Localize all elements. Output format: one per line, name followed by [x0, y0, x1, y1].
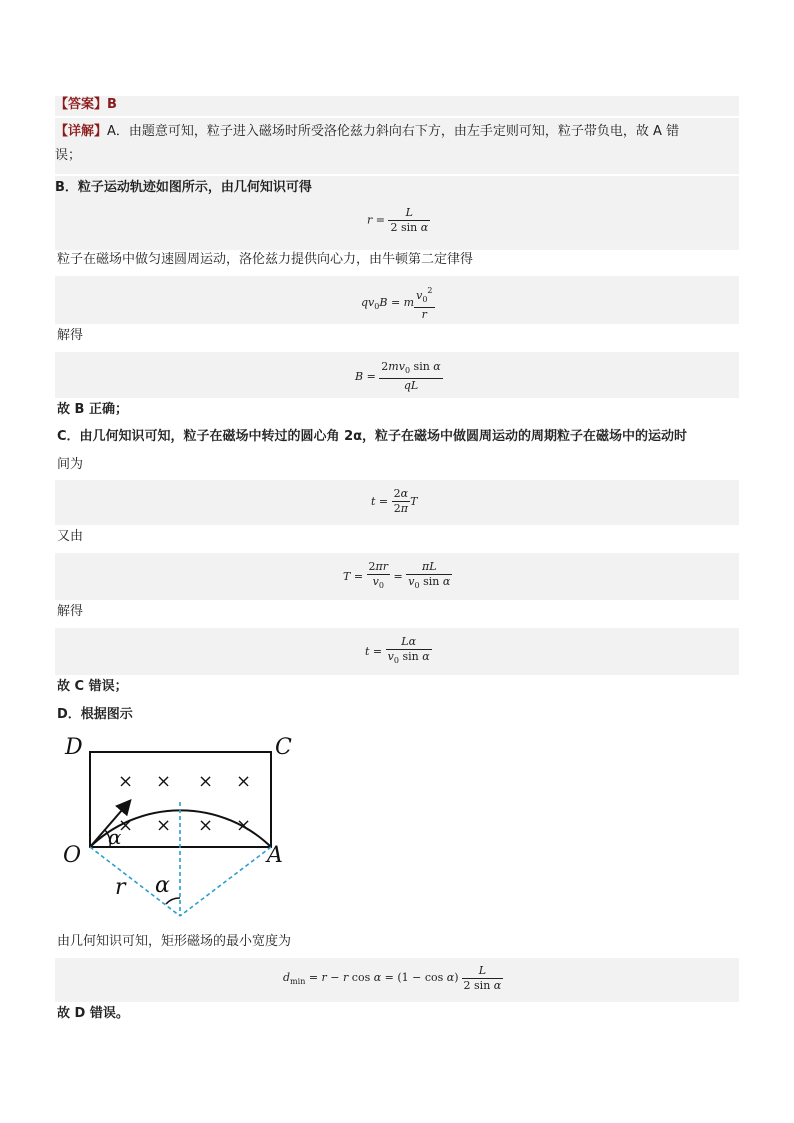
- field-cross: ×: [156, 771, 172, 792]
- eq-b: B = $\frac{2mv_0 \sin \alpha}{qL}$: [355, 360, 441, 392]
- eq-r: r = $\frac{L}{\text{2 sin α}}$: [367, 206, 429, 234]
- d-text2: 由几何知识可知，矩形磁场的最小宽度为: [57, 934, 292, 949]
- eq-t2-block: [55, 628, 739, 675]
- eq-lorentz: $qv_0B = m$ $\frac{v_0^2}{r}$: [361, 286, 433, 321]
- c-line2: 间为: [57, 457, 84, 472]
- b-text3: 解得: [57, 328, 84, 343]
- eq-T: T = $\frac{2\pi r}{v_0}$ = $\frac{\pi L}{v_0 \sin \alpha}$: [343, 560, 451, 590]
- answer-label: 【答案】: [55, 97, 108, 112]
- eq-t1-block: [55, 480, 739, 525]
- b-conclusion: 故 B 正确；: [57, 402, 128, 417]
- eq-t1: t = $\frac{2\alpha}{2\pi}$ T: [371, 487, 418, 515]
- angle-arc-center: [166, 898, 180, 904]
- label-c: C: [275, 735, 292, 760]
- detail-a-line1-cont: 误；: [55, 148, 82, 163]
- label-r: r: [115, 875, 126, 900]
- c-conclusion: 故 C 错误；: [57, 679, 128, 694]
- d-intro: D．根据图示: [57, 707, 133, 722]
- field-cross: ×: [198, 771, 214, 792]
- label-o: O: [63, 843, 82, 868]
- b-text2: 粒子在磁场中做匀速圆周运动，洛伦兹力提供向心力，由牛顿第二定律得: [57, 252, 474, 267]
- field-cross: ×: [236, 815, 252, 836]
- field-cross: ×: [118, 771, 134, 792]
- trajectory-diagram: [55, 728, 315, 928]
- eq-lorentz-block: [55, 276, 739, 324]
- eq-t2: t = $\frac{L\alpha}{v_0 \sin \alpha}$: [365, 635, 430, 665]
- field-cross: ×: [198, 815, 214, 836]
- answer-value: B: [107, 97, 117, 112]
- d-conclusion: 故 D 错误。: [57, 1006, 129, 1021]
- detail-label: 【详解】: [55, 124, 108, 139]
- eq-dmin-block: [55, 958, 739, 1002]
- c-text2: 又由: [57, 529, 84, 544]
- label-alpha-origin: α: [108, 825, 122, 849]
- eq-b-block: [55, 352, 739, 398]
- radius-line-right: [180, 847, 271, 916]
- b-intro-block: [55, 176, 739, 250]
- field-cross: ×: [236, 771, 252, 792]
- b-intro: B．粒子运动轨迹如图所示，由几何知识可得: [55, 180, 312, 195]
- c-line1: C．由几何知识可知，粒子在磁场中转过的圆心角 2α，粒子在磁场中做圆周运动的周期粒子在磁场中的运动时: [57, 429, 688, 444]
- eq-T-block: [55, 553, 739, 600]
- label-d: D: [65, 735, 83, 760]
- label-alpha-center: α: [155, 873, 170, 898]
- detail-block-a: [55, 118, 739, 174]
- field-cross: ×: [118, 815, 134, 836]
- answer-line: [55, 96, 739, 116]
- c-text3: 解得: [57, 604, 84, 619]
- eq-dmin: $d_{min} = r - r$ cos α = (1 − cos α) $\frac{L}{\text{2 sin α}}$: [283, 964, 502, 992]
- field-cross: ×: [156, 815, 172, 836]
- detail-a-line1: A．由题意可知，粒子进入磁场时所受洛伦兹力斜向右下方，由左手定则可知，粒子带负电，故 A 错: [107, 124, 680, 139]
- label-a: A: [267, 843, 283, 868]
